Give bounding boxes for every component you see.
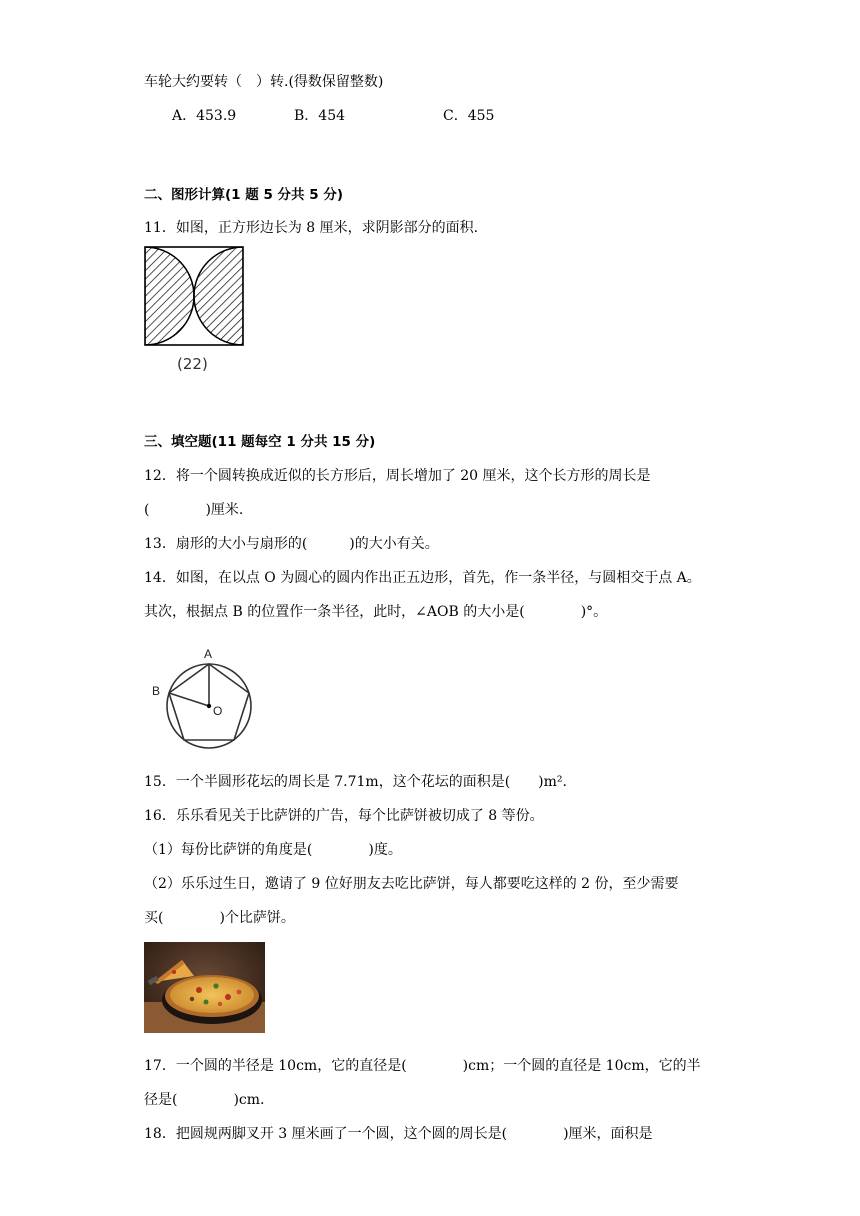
q18-line1: 18．把圆规两脚叉开 3 厘米画了一个圆，这个圆的周长是( )厘米，面积是 — [144, 1126, 653, 1142]
q12-line2: ( )厘米. — [144, 502, 244, 518]
q10-option-c: C．455 — [443, 108, 495, 124]
q16-sub2-line2: 买( )个比萨饼。 — [144, 910, 295, 926]
q15-text: 15．一个半圆形花坛的周长是 7.71m，这个花坛的面积是( )m². — [144, 774, 567, 790]
q10-tail-text: 车轮大约要转（ ）转.(得数保留整数) — [144, 74, 384, 90]
q16-sub1: （1）每份比萨饼的角度是( )度。 — [144, 842, 402, 858]
q13-text: 13．扇形的大小与扇形的( )的大小有关。 — [144, 536, 439, 552]
q12-line1: 12．将一个圆转换成近似的长方形后，周长增加了 20 厘米，这个长方形的周长是 — [144, 468, 651, 484]
q16-sub2-line1: （2）乐乐过生日，邀请了 9 位好朋友去吃比萨饼，每人都要吃这样的 2 份，至少需要 — [144, 876, 679, 892]
q17-line2: 径是( )cm. — [144, 1092, 265, 1108]
section-2-title: 二、图形计算(1 题 5 分共 5 分) — [144, 187, 344, 203]
q11-square-figure — [144, 246, 245, 348]
q16-text: 16．乐乐看见关于比萨饼的广告，每个比萨饼被切成了 8 等份。 — [144, 808, 544, 824]
q16-pizza-photo — [144, 942, 265, 1033]
section-3-title: 三、填空题(11 题每空 1 分共 15 分) — [144, 434, 376, 450]
q10-option-a: A．453.9 — [172, 108, 237, 124]
q14-label-b: B — [152, 684, 161, 698]
q11-text: 11．如图，正方形边长为 8 厘米，求阴影部分的面积. — [144, 220, 479, 236]
q14-label-a: A — [204, 647, 213, 661]
q17-line1: 17．一个圆的半径是 10cm，它的直径是( )cm；一个圆的直径是 10cm，它的半 — [144, 1058, 701, 1074]
q14-line2: 其次，根据点 B 的位置作一条半径，此时，∠AOB 的大小是( )°。 — [144, 604, 608, 620]
q14-pentagon-figure — [150, 643, 256, 751]
q10-option-b: B．454 — [294, 108, 346, 124]
q14-line1: 14．如图，在以点 O 为圆心的圆内作出正五边形，首先，作一条半径，与圆相交于点 A。 — [144, 570, 701, 586]
q14-label-o: O — [213, 704, 223, 718]
q11-figure-label: (22) — [177, 355, 208, 373]
